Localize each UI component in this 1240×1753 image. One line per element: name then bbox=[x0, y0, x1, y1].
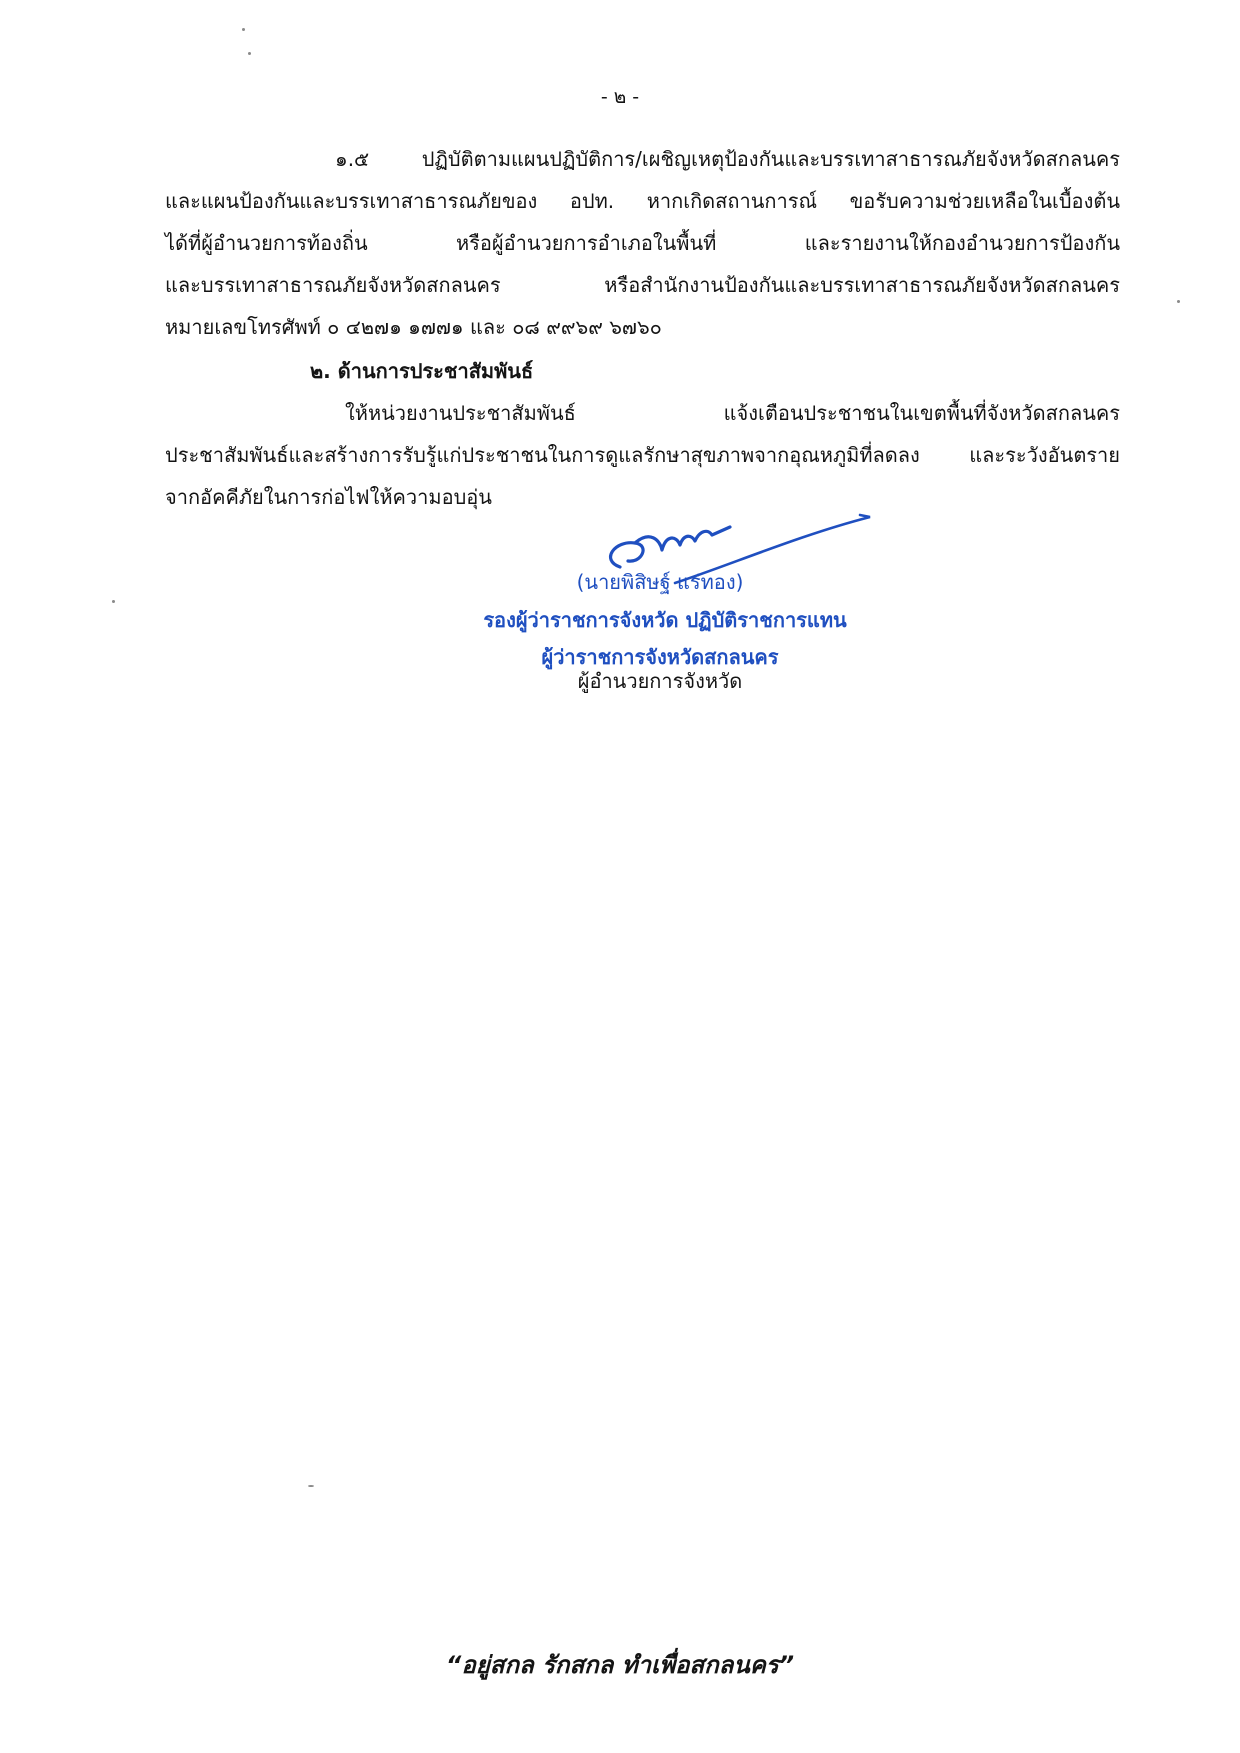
signer-title-line-3: ผู้อำนวยการจังหวัด bbox=[577, 669, 743, 693]
section-heading: ๒. ด้านการประชาสัมพันธ์ bbox=[310, 359, 534, 383]
paragraph-line: ให้หน่วยงานประชาสัมพันธ์ แจ้งเตือนประชาชนในเขตพื้นที่จังหวัดสกลนคร bbox=[345, 401, 1120, 425]
scan-speck bbox=[112, 600, 115, 603]
motto-footer: “อยู่สกล รักสกล ทำเพื่อสกลนคร” bbox=[445, 1651, 795, 1679]
signer-title-line-1: รองผู้ว่าราชการจังหวัด ปฏิบัติราชการแทน bbox=[483, 608, 847, 632]
paragraph-line: หมายเลขโทรศัพท์ ๐ ๔๒๗๑ ๑๗๗๑ และ ๐๘ ๙๙๖๙ ๖๗๖๐ bbox=[165, 315, 662, 339]
signer-title-line-2: ผู้ว่าราชการจังหวัดสกลนคร bbox=[541, 645, 779, 669]
scan-speck bbox=[1177, 300, 1180, 303]
scan-speck bbox=[308, 1485, 314, 1487]
paragraph-line: ประชาสัมพันธ์และสร้างการรับรู้แก่ประชาชนในการดูแลรักษาสุขภาพจากอุณหภูมิที่ลดลง และระวังอันตราย bbox=[165, 443, 1120, 467]
paragraph-line: และแผนป้องกันและบรรเทาสาธารณภัยของ อปท. หากเกิดสถานการณ์ ขอรับความช่วยเหลือในเบื้องต้น bbox=[165, 189, 1120, 213]
page-number: - ๒ - bbox=[600, 86, 640, 108]
signer-name: (นายพิสิษฐ์ แร่ทอง) bbox=[576, 570, 744, 594]
paragraph-line: ได้ที่ผู้อำนวยการท้องถิ่น หรือผู้อำนวยการอำเภอในพื้นที่ และรายงานให้กองอำนวยการป้องกัน bbox=[165, 231, 1120, 255]
scan-speck bbox=[248, 52, 251, 55]
paragraph-line: ๑.๕ ปฏิบัติตามแผนปฏิบัติการ/เผชิญเหตุป้องกันและบรรเทาสาธารณภัยจังหวัดสกลนคร bbox=[335, 147, 1120, 171]
scan-speck bbox=[242, 28, 245, 31]
paragraph-line: และบรรเทาสาธารณภัยจังหวัดสกลนคร หรือสำนักงานป้องกันและบรรเทาสาธารณภัยจังหวัดสกลนคร bbox=[165, 273, 1120, 297]
paragraph-line: จากอัคคีภัยในการก่อไฟให้ความอบอุ่น bbox=[165, 485, 492, 509]
